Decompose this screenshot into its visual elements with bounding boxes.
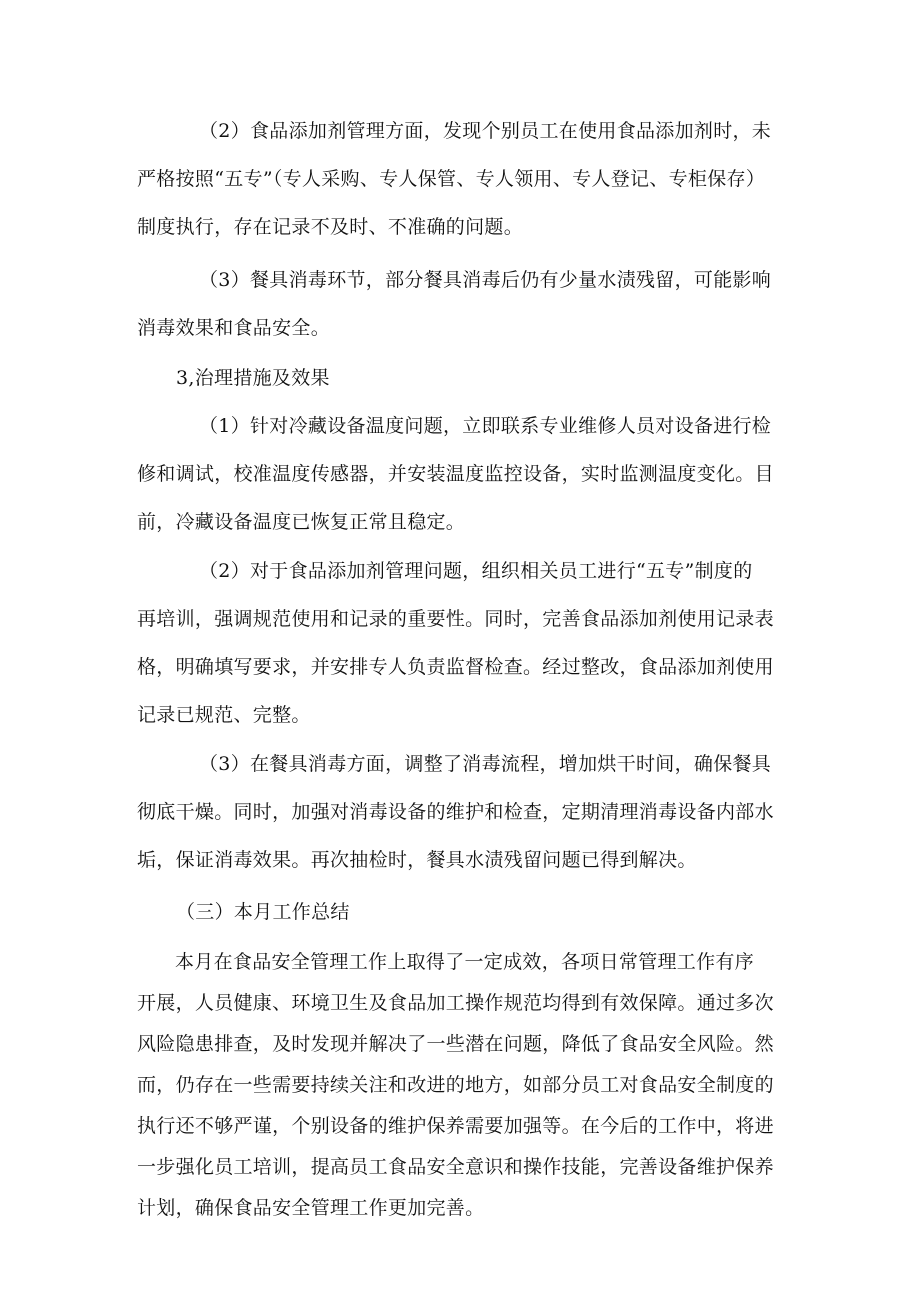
- paragraph-line: 消毒效果和食品安全。: [137, 317, 331, 339]
- paragraph-line: （3）在餐具消毒方面，调整了消毒流程，增加烘干时间，确保餐具: [199, 753, 772, 775]
- paragraph-line: 记录已规范、完整。: [137, 704, 311, 726]
- paragraph-line: 彻底干燥。同时，加强对消毒设备的维护和检查，定期清理消毒设备内部水: [137, 801, 774, 823]
- paragraph-line: 严格按照“五专”（专人采购、专人保管、专人领用、专人登记、专柜保存）: [137, 168, 766, 190]
- paragraph-line: （2）对于食品添加剂管理问题，组织相关员工进行“五专”制度的: [199, 560, 753, 582]
- paragraph-line: 执行还不够严谨，个别设备的维护保养需要加强等。在今后的工作中，将进: [137, 1115, 774, 1137]
- paragraph-line: 风险隐患排查，及时发现并解决了一些潜在问题，降低了食品安全风险。然: [137, 1033, 774, 1055]
- paragraph-line: 修和调试，校准温度传感器，并安装温度监控设备，实时监测温度变化。目: [137, 463, 774, 485]
- section-heading-summary: [176, 888, 350, 936]
- paragraph-line: 而，仍存在一些需要持续关注和改进的地方，如部分员工对食品安全制度的: [137, 1074, 774, 1096]
- paragraph-line: （2）食品添加剂管理方面，发现个别员工在使用食品添加剂时，未: [199, 120, 772, 142]
- paragraph-additive-fix: [137, 547, 774, 739]
- paragraph-additive-issue: [137, 107, 771, 251]
- heading-text: （三）本月工作总结: [176, 901, 350, 923]
- paragraph-line: 格，明确填写要求，并安排专人负责监督检查。经过整改，食品添加剂使用: [137, 656, 774, 678]
- paragraph-tableware-fix: [137, 740, 774, 884]
- paragraph-line: 一步强化员工培训，提高员工食品安全意识和操作技能，完善设备维护保养: [137, 1156, 774, 1178]
- paragraph-line: 垢，保证消毒效果。再次抽检时，餐具水渍残留问题已得到解决。: [137, 849, 697, 871]
- paragraph-line: 再培训，强调规范使用和记录的重要性。同时，完善食品添加剂使用记录表: [137, 608, 774, 630]
- section-heading-measures: [176, 354, 330, 402]
- paragraph-summary: [137, 942, 774, 1229]
- paragraph-cold-storage-fix: [137, 402, 774, 546]
- paragraph-line: 计划，确保食品安全管理工作更加完善。: [137, 1197, 485, 1219]
- paragraph-line: （1）针对冷藏设备温度问题，立即联系专业维修人员对设备进行检: [199, 415, 772, 437]
- paragraph-line: （3）餐具消毒环节，部分餐具消毒后仍有少量水渍残留，可能影响: [199, 269, 772, 291]
- paragraph-line: 制度执行，存在记录不及时、不准确的问题。: [137, 216, 524, 238]
- paragraph-line: 开展，人员健康、环境卫生及食品加工操作规范均得到有效保障。通过多次: [137, 992, 774, 1014]
- paragraph-tableware-issue: [137, 256, 771, 352]
- paragraph-line: 本月在食品安全管理工作上取得了一定成效，各项日常管理工作有序: [175, 951, 755, 973]
- heading-text: 3,治理措施及效果: [176, 367, 330, 389]
- paragraph-line: 前，冷藏设备温度已恢复正常且稳定。: [137, 511, 466, 533]
